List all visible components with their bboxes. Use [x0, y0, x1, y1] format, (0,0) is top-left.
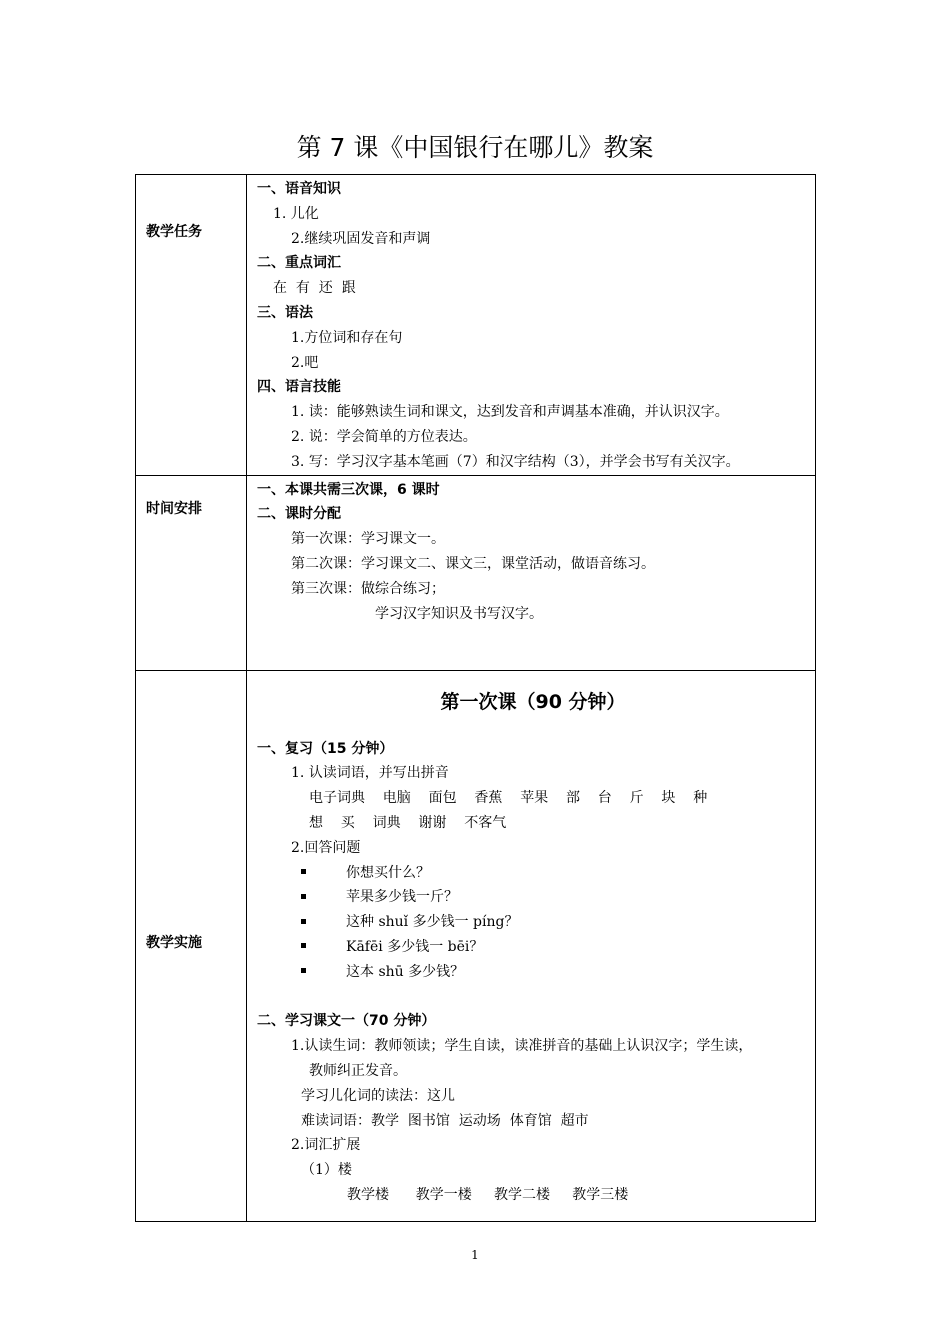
- schedule-content: [247, 476, 815, 627]
- lesson-heading: 第一次课（90 分钟）: [440, 690, 626, 713]
- section-heading: 二、重点词汇: [257, 255, 341, 272]
- bullet-icon: [301, 943, 306, 948]
- vocab-line: 电子词典 电脑 面包 香蕉 苹果 部 台 斤 块 种: [309, 790, 708, 807]
- bullet-icon: [301, 894, 306, 899]
- list-item: 第三次课：做综合练习；: [291, 580, 445, 597]
- question-item: 这种 shuǐ 多少钱一 píng？: [257, 910, 809, 935]
- section-heading: 二、课时分配: [257, 506, 341, 523]
- question-item: 你想买什么？: [257, 861, 809, 886]
- table-row-tasks: [136, 175, 816, 476]
- page-number: 1: [471, 1248, 479, 1262]
- section-heading: 三、语法: [257, 304, 313, 321]
- vocab-line: 想 买 词典 谢谢 不客气: [309, 814, 507, 831]
- list-item: 1. 儿化: [273, 205, 319, 222]
- list-item: 2.词汇扩展: [291, 1137, 361, 1154]
- list-item: 1. 认读词语，并写出拼音: [291, 765, 449, 782]
- list-item: 教师纠正发音。: [309, 1062, 407, 1079]
- question-item: 这本 shū 多少钱？: [257, 960, 809, 985]
- list-item: 第二次课：学习课文二、课文三，课堂活动，做语音练习。: [291, 555, 655, 572]
- row-label-implementation: 教学实施: [146, 934, 202, 951]
- page-title: 第 7 课《中国银行在哪儿》教案: [296, 133, 654, 162]
- list-item: 2.继续巩固发音和声调: [291, 230, 431, 247]
- lesson-plan-table: [135, 174, 816, 1222]
- implementation-content: [247, 671, 815, 1208]
- list-item: 学习儿化词的读法：这儿: [301, 1087, 455, 1104]
- list-item: 1. 读：能够熟读生词和课文，达到发音和声调基本准确，并认识汉字。: [291, 404, 729, 421]
- vocab-line: 在 有 还 跟: [273, 280, 356, 297]
- section-heading: 四、语言技能: [257, 379, 341, 396]
- table-row-schedule: [136, 475, 816, 670]
- list-item: 1.方位词和存在句: [291, 329, 403, 346]
- bullet-icon: [301, 869, 306, 874]
- list-item: 2.回答问题: [291, 839, 361, 856]
- vocab-line: 教学楼 教学一楼 教学二楼 教学三楼: [347, 1186, 629, 1203]
- list-item: 2. 说：学会简单的方位表达。: [291, 428, 477, 445]
- section-heading: 一、复习（15 分钟）: [257, 740, 394, 757]
- list-item: 2.吧: [291, 354, 319, 371]
- bullet-icon: [301, 968, 306, 973]
- row-label-schedule: 时间安排: [146, 500, 202, 517]
- row-label-tasks: 教学任务: [146, 224, 202, 240]
- question-item: 苹果多少钱一斤？: [257, 885, 809, 910]
- bullet-icon: [301, 919, 306, 924]
- section-heading: 一、本课共需三次课，6 课时: [257, 481, 440, 498]
- section-heading: 一、语音知识: [257, 181, 341, 197]
- list-item: 1.认读生词：教师领读；学生自读，读准拼音的基础上认识汉字；学生读，: [291, 1038, 753, 1055]
- list-item: 难读词语：教学 图书馆 运动场 体育馆 超市: [301, 1112, 589, 1129]
- list-item: 学习汉字知识及书写汉字。: [375, 605, 543, 622]
- list-item: （1）楼: [301, 1162, 352, 1179]
- tasks-content: [247, 175, 815, 475]
- list-item: 3. 写：学习汉字基本笔画（7）和汉字结构（3），并学会书写有关汉字。: [291, 453, 740, 470]
- table-row-implementation: [136, 670, 816, 1221]
- question-item: Kāfēi 多少钱一 bēi？: [257, 935, 809, 960]
- list-item: 第一次课：学习课文一。: [291, 531, 445, 548]
- section-heading: 二、学习课文一（70 分钟）: [257, 1013, 436, 1030]
